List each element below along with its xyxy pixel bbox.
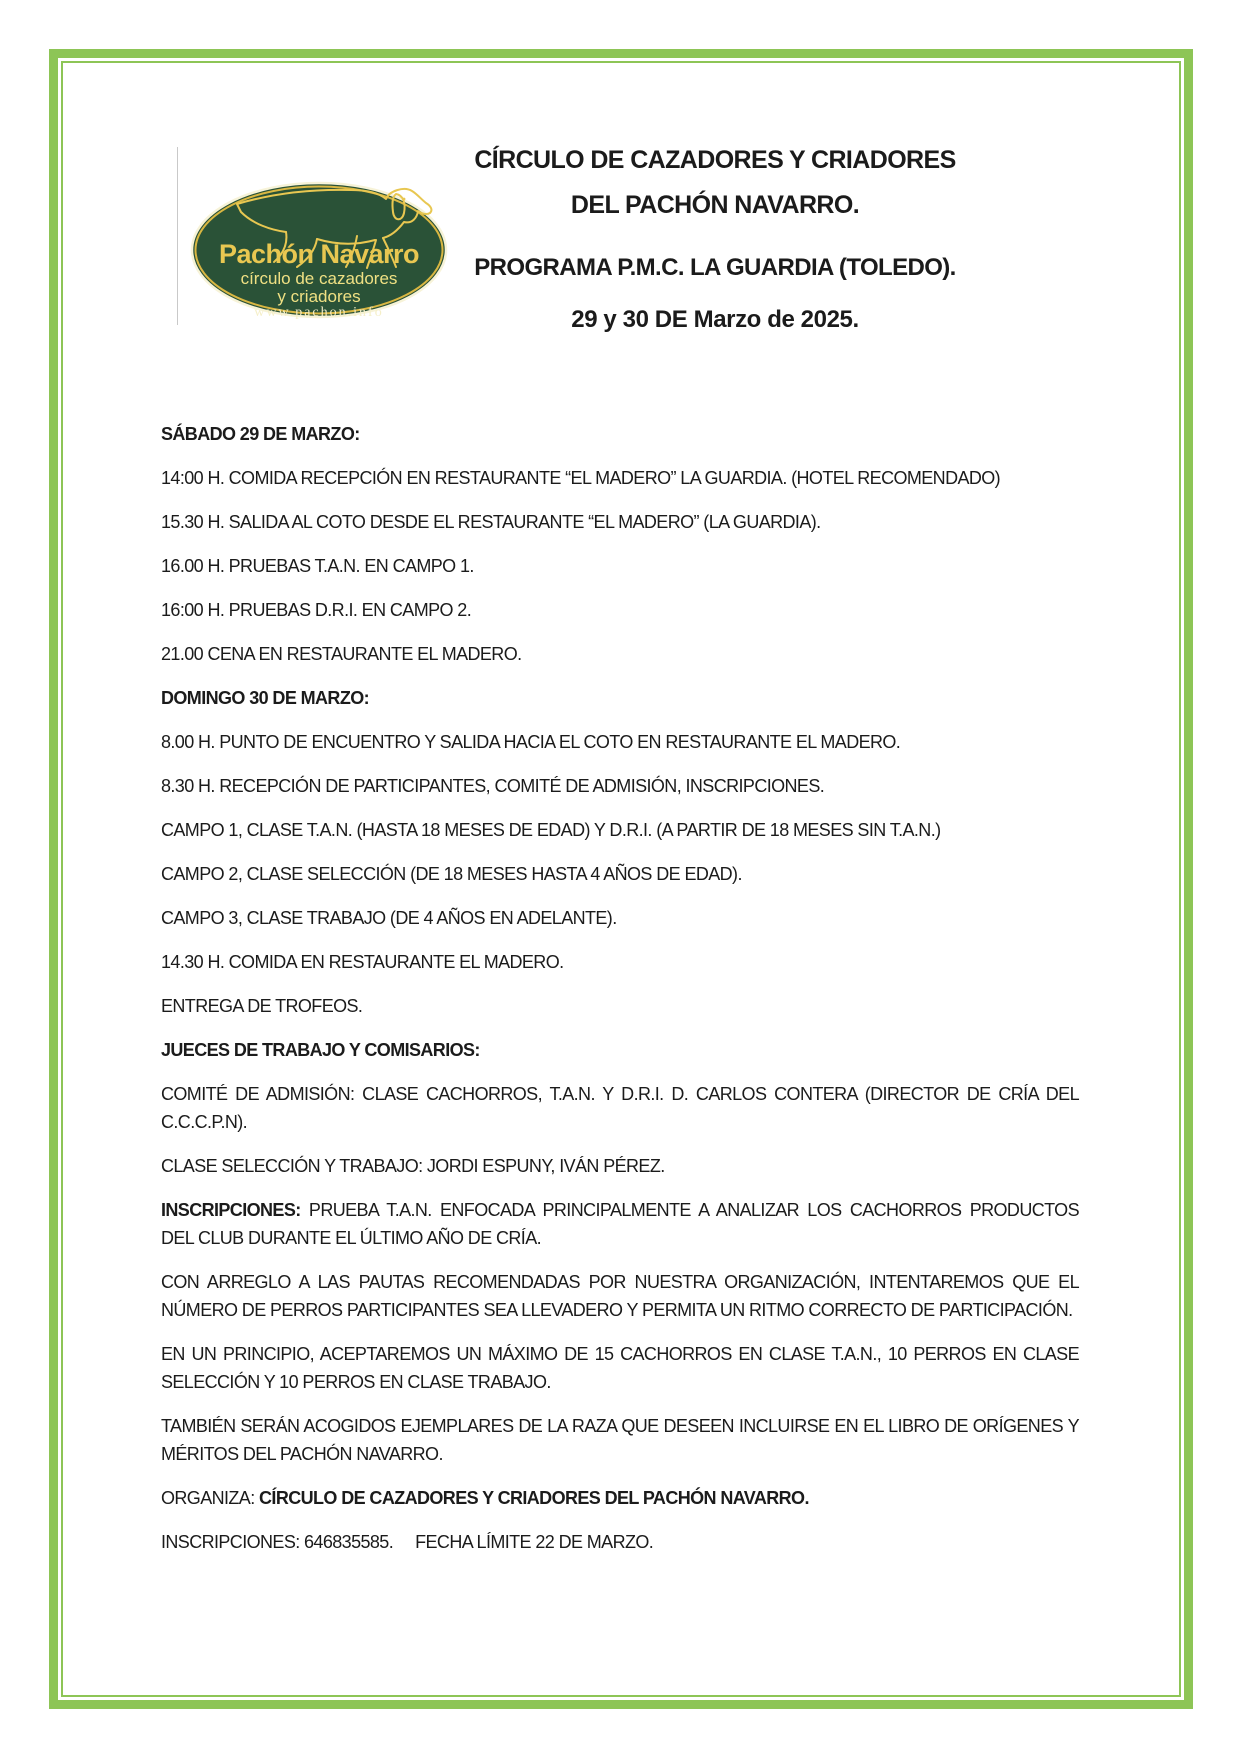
schedule-item: ENTREGA DE TROFEOS. <box>161 996 363 1016</box>
program-subtitle: PROGRAMA P.M.C. LA GUARDIA (TOLEDO). <box>474 254 956 281</box>
event-dates: 29 y 30 DE Marzo de 2025. <box>571 306 859 333</box>
schedule-item: 8.30 H. RECEPCIÓN DE PARTICIPANTES, COMITÉ DE ADMISIÓN, INSCRIPCIONES. <box>161 776 825 796</box>
logo-title: Pachón Navarro <box>218 239 420 269</box>
title-line-1: CÍRCULO DE CAZADORES Y CRIADORES <box>474 146 956 174</box>
logo-subtitle-2: y criadores <box>277 287 361 306</box>
schedule-item: 16.00 H. PRUEBAS T.A.N. EN CAMPO 1. <box>161 556 474 576</box>
title-line-2: DEL PACHÓN NAVARRO. <box>570 191 860 219</box>
section-heading-sunday: DOMINGO 30 DE MARZO: <box>161 688 370 708</box>
registry-note: TAMBIÉN SERÁN ACOGIDOS EJEMPLARES DE LA RAZA QUE DESEEN INCLUIRSE EN EL LIBRO DE ORÍGENES Y MÉRITOS DEL PACHÓN NAVARRO. <box>161 1416 1079 1464</box>
logo-website: www.pachon.info <box>254 305 384 320</box>
schedule-item: CAMPO 1, CLASE T.A.N. (HASTA 18 MESES DE EDAD) Y D.R.I. (A PARTIR DE 18 MESES SIN T.A.N.) <box>161 820 941 840</box>
logo-subtitle-1: círculo de cazadores <box>240 269 398 288</box>
schedule-item: 8.00 H. PUNTO DE ENCUENTRO Y SALIDA HACIA EL COTO EN RESTAURANTE EL MADERO. <box>161 732 901 752</box>
program-body <box>161 420 1079 1572</box>
judges-committee: COMITÉ DE ADMISIÓN: CLASE CACHORROS, T.A.N. Y D.R.I. D. CARLOS CONTERA (DIRECTOR DE CRÍA DEL C.C.C.P.N). <box>161 1084 1079 1132</box>
schedule-item: CAMPO 2, CLASE SELECCIÓN (DE 18 MESES HASTA 4 AÑOS DE EDAD). <box>161 864 742 884</box>
schedule-item: CAMPO 3, CLASE TRABAJO (DE 4 AÑOS EN ADELANTE). <box>161 908 617 928</box>
section-heading-judges: JUECES DE TRABAJO Y COMISARIOS: <box>161 1040 480 1060</box>
contact-deadline-line: INSCRIPCIONES: 646835585. FECHA LÍMITE 22 DE MARZO. <box>161 1532 654 1552</box>
limits-note: EN UN PRINCIPIO, ACEPTAREMOS UN MÁXIMO DE 15 CACHORROS EN CLASE T.A.N., 10 PERROS EN CLASE SELECCIÓN Y 10 PERROS EN CLASE TRABAJO. <box>161 1344 1079 1392</box>
inscriptions-note: INSCRIPCIONES: PRUEBA T.A.N. ENFOCADA PRINCIPALMENTE A ANALIZAR LOS CACHORROS PRODUCTOS DEL CLUB DURANTE EL ÚLTIMO AÑO DE CRÍA. <box>161 1200 1079 1248</box>
schedule-item: 15.30 H. SALIDA AL COTO DESDE EL RESTAURANTE “EL MADERO” (LA GUARDIA). <box>161 512 821 532</box>
club-logo <box>177 147 462 325</box>
schedule-item: 14.30 H. COMIDA EN RESTAURANTE EL MADERO. <box>161 952 564 972</box>
schedule-item: 16:00 H. PRUEBAS D.R.I. EN CAMPO 2. <box>161 600 472 620</box>
judges-selection: CLASE SELECCIÓN Y TRABAJO: JORDI ESPUNY, IVÁN PÉREZ. <box>161 1156 665 1176</box>
schedule-item: 21.00 CENA EN RESTAURANTE EL MADERO. <box>161 644 522 664</box>
participation-note: CON ARREGLO A LAS PAUTAS RECOMENDADAS POR NUESTRA ORGANIZACIÓN, INTENTAREMOS QUE EL NÚMERO DE PERROS PARTICIPANTES SEA LLEVADERO Y PERMITA UN RITMO CORRECTO DE PARTICIPACIÓN. <box>161 1272 1079 1320</box>
organizer-line: ORGANIZA: CÍRCULO DE CAZADORES Y CRIADORES DEL PACHÓN NAVARRO. <box>161 1488 809 1508</box>
section-heading-saturday: SÁBADO 29 DE MARZO: <box>161 424 360 444</box>
schedule-item: 14:00 H. COMIDA RECEPCIÓN EN RESTAURANTE “EL MADERO” LA GUARDIA. (HOTEL RECOMENDADO) <box>161 468 1001 488</box>
